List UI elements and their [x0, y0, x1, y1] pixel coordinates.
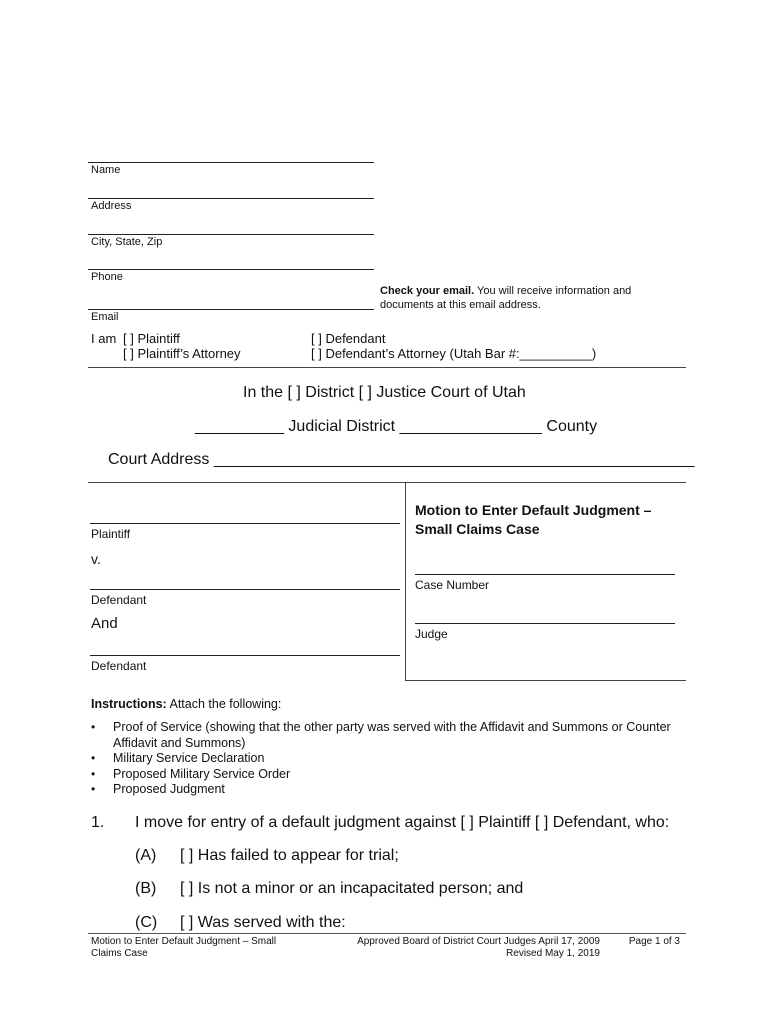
email-note-bold: Check your email.: [380, 285, 475, 297]
title-line-2: Small Claims Case: [415, 521, 540, 537]
i-am-label: I am: [91, 331, 117, 346]
defendant-checkbox[interactable]: [ ] Defendant: [311, 331, 386, 346]
versus-label: v.: [91, 551, 101, 567]
caption-top-border: [88, 482, 686, 483]
item-c-label: (C): [135, 914, 158, 931]
city-state-zip-line[interactable]: [88, 234, 374, 235]
defendant2-name-line[interactable]: [90, 655, 400, 656]
defendant2-label: Defendant: [91, 659, 147, 673]
footer-divider: [88, 933, 686, 934]
item-1-number: 1.: [91, 814, 105, 831]
item-b-text[interactable]: [ ] Is not a minor or an incapacitated person; and: [180, 880, 524, 897]
name-line[interactable]: [88, 162, 374, 163]
judge-label: Judge: [415, 627, 448, 641]
footer-center: [340, 936, 600, 960]
caption-center-divider: [405, 482, 406, 680]
plaintiff-label: Plaintiff: [91, 527, 131, 541]
instructions-heading-bold: Instructions:: [91, 697, 167, 711]
plaintiff-checkbox[interactable]: [ ] Plaintiff: [123, 331, 180, 346]
footer-center-line-2: Revised May 1, 2019: [506, 948, 600, 959]
list-item: • Proposed Judgment: [91, 782, 681, 798]
instructions-heading-rest: Attach the following:: [166, 697, 282, 711]
case-number-label: Case Number: [415, 578, 490, 592]
email-note: [380, 284, 680, 312]
judge-line[interactable]: [415, 623, 675, 624]
defendant-label: Defendant: [91, 593, 147, 607]
phone-label: Phone: [91, 271, 123, 283]
case-number-line[interactable]: [415, 574, 675, 575]
footer-left-line-1: Motion to Enter Default Judgment – Small: [91, 936, 277, 947]
court-line-2[interactable]: __________ Judicial District ________________ County: [195, 418, 598, 435]
defendant-name-line[interactable]: [90, 589, 400, 590]
caption-bottom-border: [405, 680, 686, 681]
list-item: • Proposed Military Service Order: [91, 767, 681, 783]
item-1-text[interactable]: I move for entry of a default judgment against [ ] Plaintiff [ ] Defendant, who:: [135, 814, 670, 831]
instructions-list: [91, 720, 681, 798]
email-label: Email: [91, 311, 119, 323]
plaintiff-attorney-checkbox[interactable]: [ ] Plaintiff’s Attorney: [123, 346, 241, 361]
address-line[interactable]: [88, 198, 374, 199]
email-note-rest: You will receive information and: [474, 285, 632, 297]
item-c-text[interactable]: [ ] Was served with the:: [180, 914, 346, 931]
item-b-label: (B): [135, 880, 157, 897]
footer-left-line-2: Claims Case: [91, 948, 148, 959]
title-line-1: Motion to Enter Default Judgment –: [415, 502, 652, 518]
page-number: Page 1 of 3: [628, 936, 680, 947]
list-item: • Proof of Service (showing that the other party was served with the Affidavit and Summons or Counter Affidavit and Summons): [91, 720, 681, 751]
defendant-attorney-checkbox[interactable]: [ ] Defendant’s Attorney (Utah Bar #:__________): [311, 346, 597, 361]
instructions-heading: [91, 697, 281, 711]
court-address[interactable]: Court Address ______________________________________________________: [108, 451, 695, 468]
list-item: • Military Service Declaration: [91, 751, 681, 767]
item-a-label: (A): [135, 847, 157, 864]
city-state-zip-label: City, State, Zip: [91, 236, 163, 248]
court-line-1[interactable]: In the [ ] District [ ] Justice Court of Utah: [243, 384, 526, 401]
footer-left: [91, 936, 276, 960]
header-divider: [88, 367, 686, 368]
phone-line[interactable]: [88, 269, 374, 270]
name-label: Name: [91, 164, 121, 176]
document-title: [415, 501, 651, 539]
plaintiff-name-line[interactable]: [90, 523, 400, 524]
email-line[interactable]: [88, 309, 374, 310]
address-label: Address: [91, 200, 132, 212]
and-label: And: [91, 615, 118, 632]
footer-center-line-1: Approved Board of District Court Judges April 17, 2009: [357, 936, 600, 947]
item-a-text[interactable]: [ ] Has failed to appear for trial;: [180, 847, 399, 864]
email-note-line2: documents at this email address.: [380, 299, 541, 311]
